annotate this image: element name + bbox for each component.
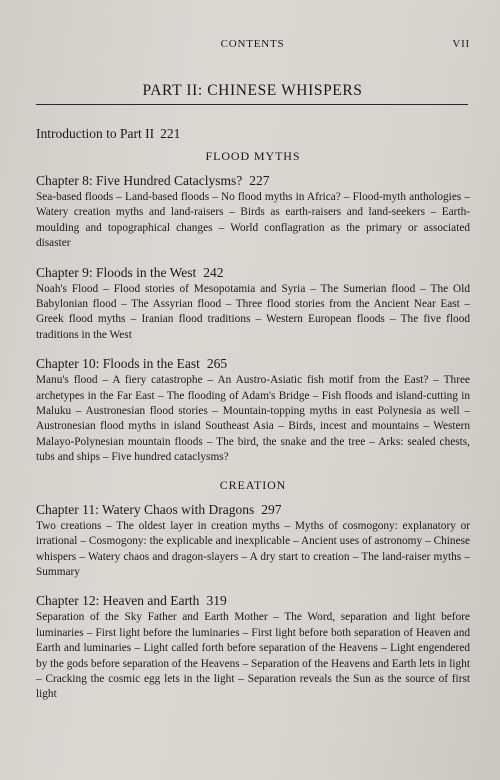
chapter-9-title: Chapter 9: Floods in the West [36, 264, 197, 280]
chapter-11-description: Two creations – The oldest layer in creation myths – Myths of cosmogony: explanatory or irrational – Cosmogony: the explicable and inexplicable – Ancient uses of astronomy – Chinese whispers – Watery chaos and dragon-slayers – A dry start to creation – The land-raiser myths – Summary [36, 519, 470, 578]
chapter-12-description: Separation of the Sky Father and Earth Mother – The Word, separation and light before luminaries – First light before the luminaries – First light before both separation of Heaven and Earth and luminaries – Light called forth before separation of the Heavens – Light engendered by the gods before separation of the Heavens – Separation of the Heavens and Earth lets in light – Cracking the cosmic egg lets in the light – Separation reveals the Sun as the source of first light [36, 611, 470, 701]
chapter-9-description: Noah's Flood – Flood stories of Mesopotamia and Syria – The Sumerian flood – The Old Babylonian flood – The Assyrian flood – Three flood stories from the Ancient Near East – Greek flood myths – Iranian flood traditions – Western European floods – The five flood traditions in the West [36, 282, 470, 341]
chapter-8-entry [36, 172, 470, 252]
chapter-10-entry [36, 355, 470, 465]
chapter-10-page: 265 [206, 356, 228, 372]
chapter-11-entry [36, 501, 470, 581]
section-heading-flood-myths: FLOOD MYTHS [205, 149, 301, 163]
chapter-10-description: Manu's flood – A fiery catastrophe – An Austro-Asiatic fish motif from the East? – Three archetypes in the Far East – The flooding of Adam's Bridge – Fish floods and island-cutting in Maluku – Austronesian flood stories – Mountain-topping myths in east Polynesia as well – Austronesian flood myths in island Southeast Asia – Birds, incest and mountains – Western Malayo-Polynesian mountain floods – The bird, the snake and the tree – Arks: sealed chests, tubs and ships – Five hundred cataclysms? [36, 374, 470, 464]
chapter-11-page: 297 [261, 501, 282, 517]
chapter-9-page: 242 [203, 264, 224, 280]
title-rule [36, 104, 468, 105]
chapter-8-description: Sea-based floods – Land-based floods – No flood myths in Africa? – Flood-myth anthologies – Watery creation myths and land-raisers – Birds as earth-raisers and land-seekers – Earth-moulding and topographical changes – World conflagration as the primary or associated disaster [36, 191, 470, 250]
chapter-11-title: Chapter 11: Watery Chaos with Dragons [36, 501, 255, 517]
intro-entry [36, 126, 470, 142]
section-heading-creation: CREATION [219, 477, 287, 492]
intro-page: 221 [160, 126, 181, 141]
chapter-11-heading [36, 501, 470, 518]
chapter-9-entry [36, 264, 470, 344]
chapter-8-title: Chapter 8: Five Hundred Cataclysms? [36, 173, 243, 188]
chapter-12-heading [36, 592, 470, 609]
chapter-12-page: 319 [206, 593, 227, 609]
chapter-8-page: 227 [249, 173, 270, 188]
running-head-title: CONTENTS [220, 38, 285, 50]
page-number: VII [452, 38, 470, 50]
chapter-12-entry [36, 592, 470, 702]
part-title: PART II: CHINESE WHISPERS [142, 82, 363, 99]
intro-title: Introduction to Part II [36, 126, 155, 141]
chapter-10-heading [36, 355, 470, 372]
contents-list [36, 126, 470, 715]
chapter-8-heading [36, 172, 470, 189]
chapter-10-title: Chapter 10: Floods in the East [36, 356, 200, 372]
chapter-9-heading [36, 264, 470, 281]
chapter-12-title: Chapter 12: Heaven and Earth [36, 593, 200, 609]
running-head [35, 38, 470, 52]
